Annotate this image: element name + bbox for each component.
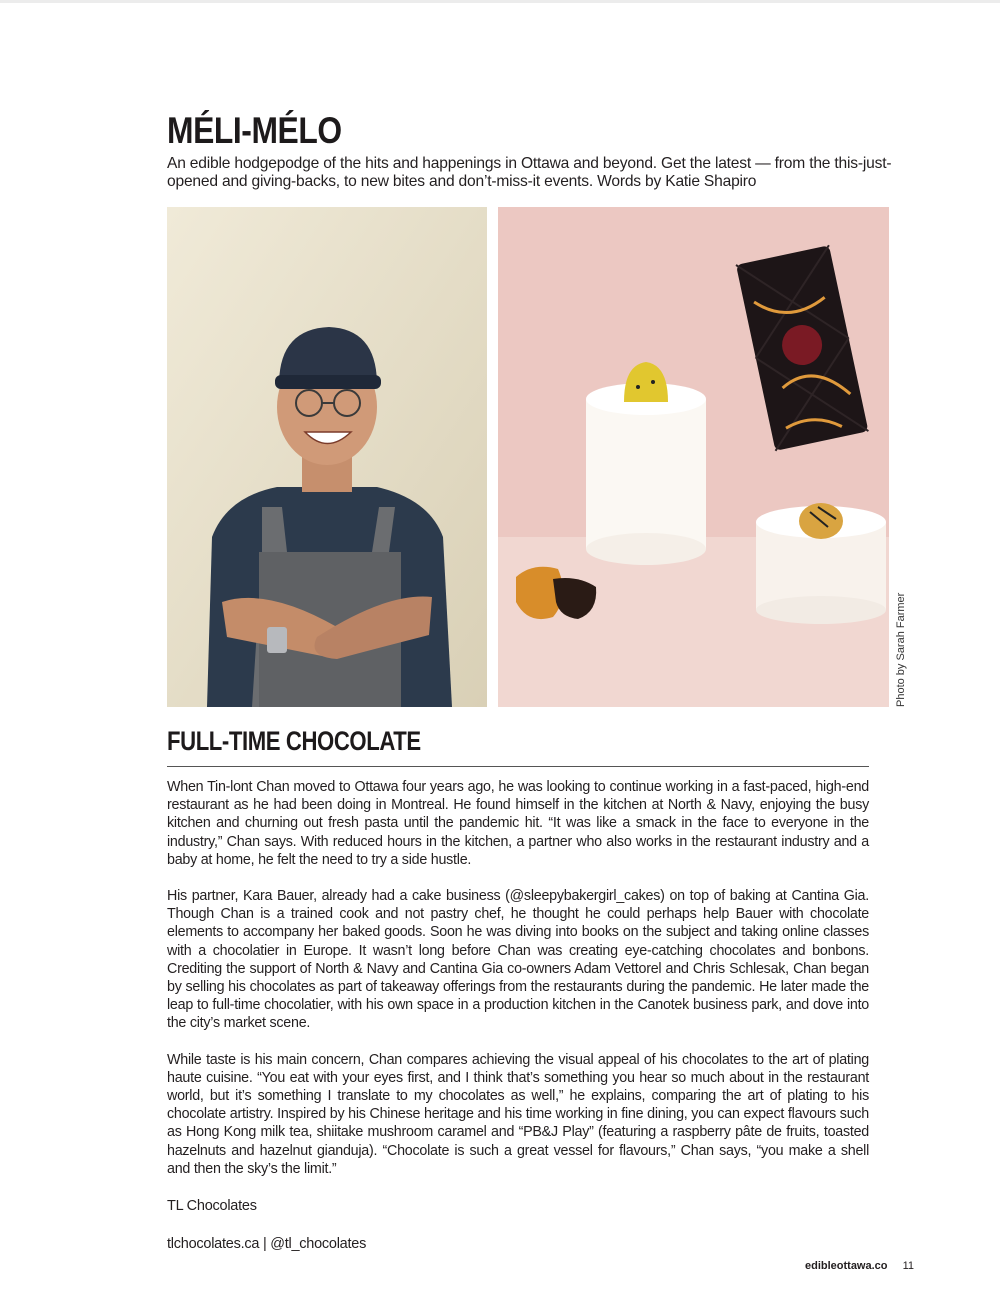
business-links[interactable]: tlchocolates.ca | @tl_chocolates — [167, 1236, 367, 1253]
photo-credit: Photo by Sarah Farmer — [895, 592, 907, 707]
article-paragraph: While taste is his main concern, Chan compares achieving the visual appeal of his chocolates to the art of plating haute cuisine. “You eat with your eyes first, and I think that’s something you hear so much about in the restaurant world, but it’s something I translate to my chocolates as well,” he explains, comparing the art of plating to his chocolate artistry. Inspired by his Chinese heritage and his time working in fine dining, you can expect flavours such as Hong Kong milk tea, shiitake mushroom caramel and “PB&J Play” (featuring a raspberry pâte de fruits, toasted hazelnuts and hazelnut gianduja). “Chocolate is such a great vessel for flavours,” Chan says, “you make a shell and then the sky’s the limit.” — [167, 1051, 869, 1177]
page-title: MÉLI-MÉLO — [167, 110, 342, 151]
chef-portrait-photo — [167, 207, 487, 707]
article-paragraph: His partner, Kara Bauer, already had a cake business (@sleepybakergirl_cakes) on top of baking at Cantina Gia. Though Chan is a trained cook and not pastry chef, he thought he could perhaps help Bauer with chocolate elements to accompany her baked goods. Soon he was diving into books on the subject and taking online classes with a chocolatier in Europe. It wasn’t long before Chan was creating eye-catching chocolates and bonbons. Crediting the support of North & Navy and Cantina Gia co-owners Adam Vettorel and Chris Schlesak, Chan began by selling his chocolates as part of takeaway offerings from the restaurants during the pandemic. He later made the leap to full-time chocolatier, with his own space in a production kitchen in the Canotek business park, and dove into the city’s market scene. — [167, 888, 869, 1032]
article-paragraph: When Tin-lont Chan moved to Ottawa four years ago, he was looking to continue working in a fast-paced, high-end restaurant as he had been doing in Montreal. He found himself in the kitchen at North & Navy, enjoying the busy kitchen and churning out fresh pasta until the pandemic hit. “It was like a smack in the face to everyone in the industry,” Chan says. With reduced hours in the kitchen, a partner who also works in the restaurant industry and a baby at home, he felt the need to try a side hustle. — [167, 779, 869, 868]
heading-divider — [167, 766, 869, 767]
footer-site[interactable]: edibleottawa.co — [804, 1260, 888, 1272]
business-name: TL Chocolates — [167, 1198, 257, 1215]
page-footer — [805, 1260, 914, 1272]
page-number: 11 — [902, 1260, 914, 1272]
chocolates-photo — [498, 207, 889, 707]
article-body — [167, 778, 869, 1272]
top-border — [0, 0, 1000, 3]
article-heading: FULL-TIME CHOCOLATE — [167, 726, 421, 756]
intro-text: An edible hodgepodge of the hits and happenings in Ottawa and beyond. Get the latest — from the this-just-opened and giving-backs, to new bites and don’t-miss-it events. Words by Katie Shapiro — [167, 155, 892, 190]
